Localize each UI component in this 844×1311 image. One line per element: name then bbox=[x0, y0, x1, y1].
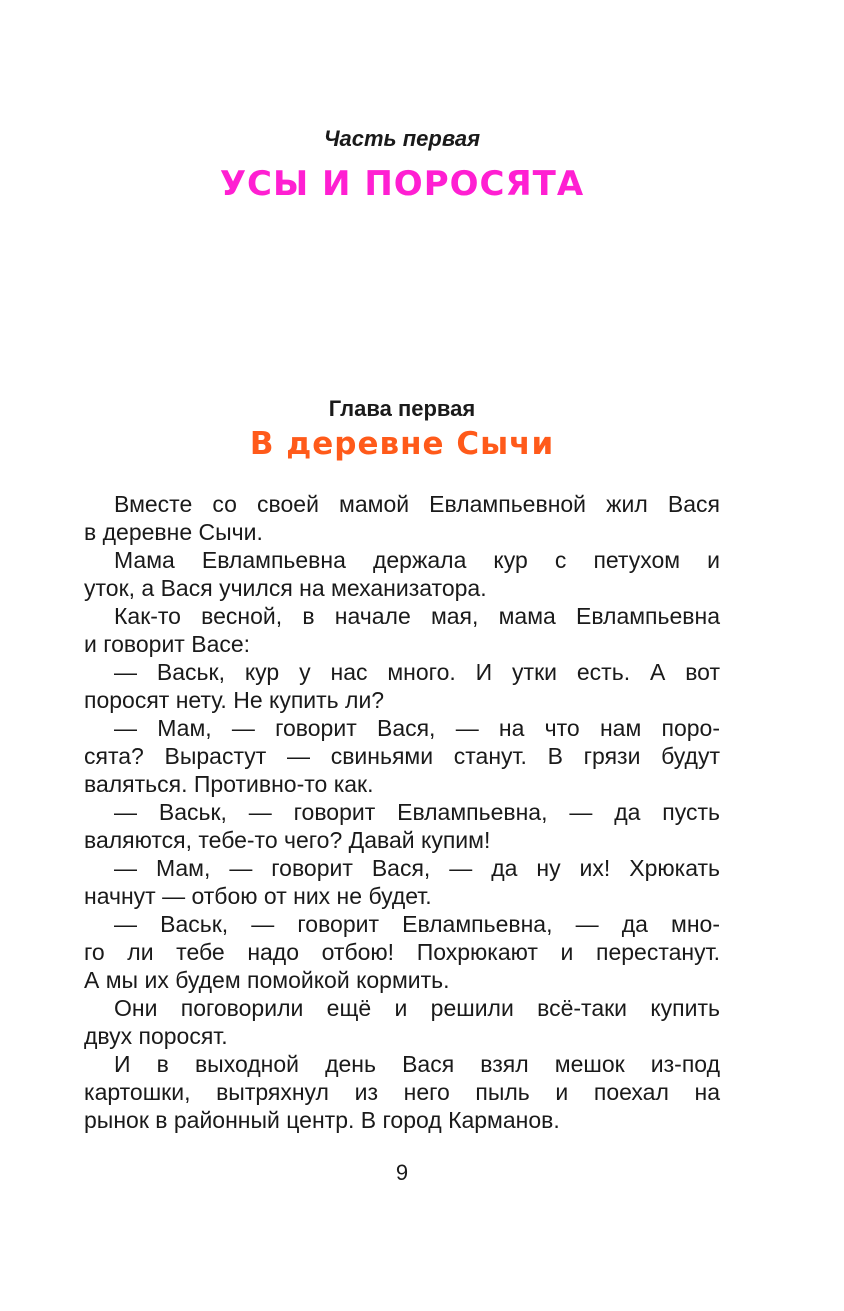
part-label: Часть первая bbox=[323, 126, 481, 151]
text-line: и говорит Васе: bbox=[84, 631, 251, 657]
text-line: го ли тебе надо отбою! Похрюкают и перестанут. bbox=[84, 939, 720, 965]
text-line: — Мам, — говорит Вася, — на что нам поро- bbox=[114, 715, 720, 741]
text-line: начнут — отбою от них не будет. bbox=[84, 883, 432, 909]
text-line: — Васьк, — говорит Евлампьевна, — да пусть bbox=[114, 799, 720, 825]
text-line: рынок в районный центр. В город Карманов. bbox=[84, 1107, 560, 1133]
text-line: поросят нету. Не купить ли? bbox=[84, 687, 385, 713]
text-line: валяться. Противно-то как. bbox=[84, 771, 374, 797]
chapter-title: В деревне Сычи bbox=[249, 426, 555, 462]
text-line: — Мам, — говорит Вася, — да ну их! Хрюкать bbox=[114, 855, 720, 881]
text-line: в деревне Сычи. bbox=[84, 519, 263, 545]
text-line: уток, а Вася учился на механизатора. bbox=[84, 575, 487, 601]
text-line: Они поговорили ещё и решили всё-таки купить bbox=[114, 995, 720, 1021]
text-line: — Васьк, кур у нас много. И утки есть. А вот bbox=[114, 659, 720, 685]
text-line: Вместе со своей мамой Евлампьевной жил Вася bbox=[114, 491, 720, 517]
text-line: Мама Евлампьевна держала кур с петухом и bbox=[114, 547, 720, 573]
text-line: Как-то весной, в начале мая, мама Евлампьевна bbox=[114, 603, 720, 629]
text-line: И в выходной день Вася взял мешок из-под bbox=[114, 1051, 720, 1077]
body-text bbox=[84, 490, 720, 1134]
text-line: А мы их будем помойкой кормить. bbox=[84, 967, 450, 993]
part-title: УСЫ И ПОРОСЯТА bbox=[219, 164, 585, 204]
page-number: 9 bbox=[395, 1160, 409, 1185]
text-line: сята? Вырастут — свиньями станут. В грязи будут bbox=[84, 743, 720, 769]
text-line: валяются, тебе-то чего? Давай купим! bbox=[84, 827, 491, 853]
text-line: двух поросят. bbox=[84, 1023, 228, 1049]
chapter-label: Глава первая bbox=[328, 396, 476, 421]
text-line: — Васьк, — говорит Евлампьевна, — да мно- bbox=[114, 911, 720, 937]
text-line: картошки, вытряхнул из него пыль и поехал на bbox=[84, 1079, 720, 1105]
